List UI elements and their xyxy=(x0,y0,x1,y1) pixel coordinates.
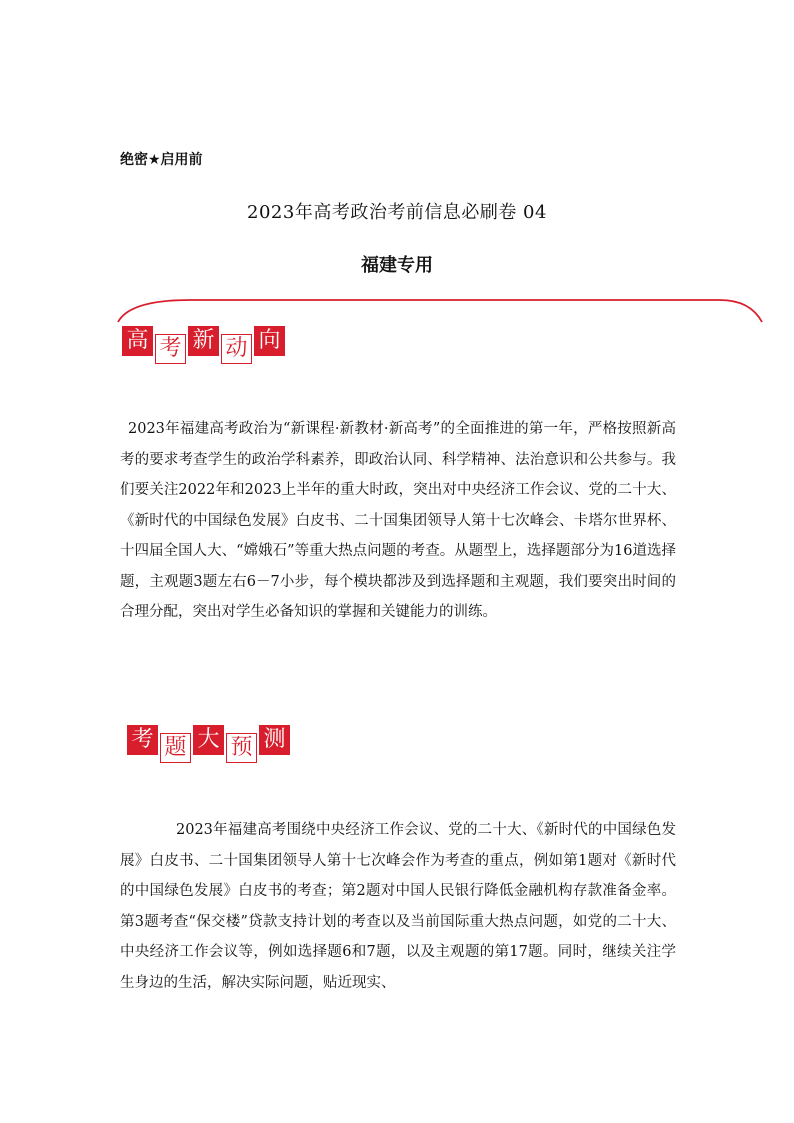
section-banner-exam-prediction xyxy=(127,725,292,763)
banner-char: 测 xyxy=(259,725,290,755)
paragraph-exam-prediction: 2023年福建高考围绕中央经济工作会议、党的二十大、《新时代的中国绿色发展》白皮书、二十国集团领导人第十七次峰会作为考查的重点，例如第1题对《新时代的中国绿色发展》白皮书的考查；第2题对中国人民银行降低金融机构存款准备金率。第3题考查“保交楼”贷款支持计划的考查以及当前国际重大热点问题，如党的二十大、中央经济工作会议等，例如选择题6和7题，以及主观题的第17题。同时，继续关注学生身边的生活，解决实际问题，贴近现实、 xyxy=(120,822,676,991)
banner-char: 题 xyxy=(160,733,191,763)
banner-char: 考 xyxy=(127,725,158,755)
exam-subtitle: 福建专用 xyxy=(361,255,433,276)
banner-char: 新 xyxy=(188,326,219,356)
banner-char: 预 xyxy=(226,733,257,763)
banner-char: 高 xyxy=(122,326,153,356)
section-banner-new-trends xyxy=(122,326,287,364)
banner-char: 考 xyxy=(155,334,186,364)
paragraph-new-trends: 2023年福建高考政治为“新课程·新教材·新高考”的全面推进的第一年，严格按照新高考的要求考查学生的政治学科素养，即政治认同、科学精神、法治意识和公共参与。我们要关注2022年和2023上半年的重大时政，突出对中央经济工作会议、党的二十大、《新时代的中国绿色发展》白皮书、二十国集团领导人第十七次峰会、卡塔尔世界杯、十四届全国人大、“嫦娥石”等重大热点问题的考查。从题型上，选择题部分为16道选择题，主观题3题左右6－7小步，每个模块都涉及到选择题和主观题，我们要突出时间的合理分配，突出对学生必备知识的掌握和关键能力的训练。 xyxy=(120,421,676,620)
banner-char: 向 xyxy=(254,326,285,356)
exam-title: 2023年高考政治考前信息必刷卷 04 xyxy=(247,202,547,223)
secret-label: 绝密★启用前 xyxy=(120,152,203,168)
banner-char: 动 xyxy=(221,334,252,364)
banner-char: 大 xyxy=(193,725,224,755)
decorative-red-curve xyxy=(100,290,765,330)
